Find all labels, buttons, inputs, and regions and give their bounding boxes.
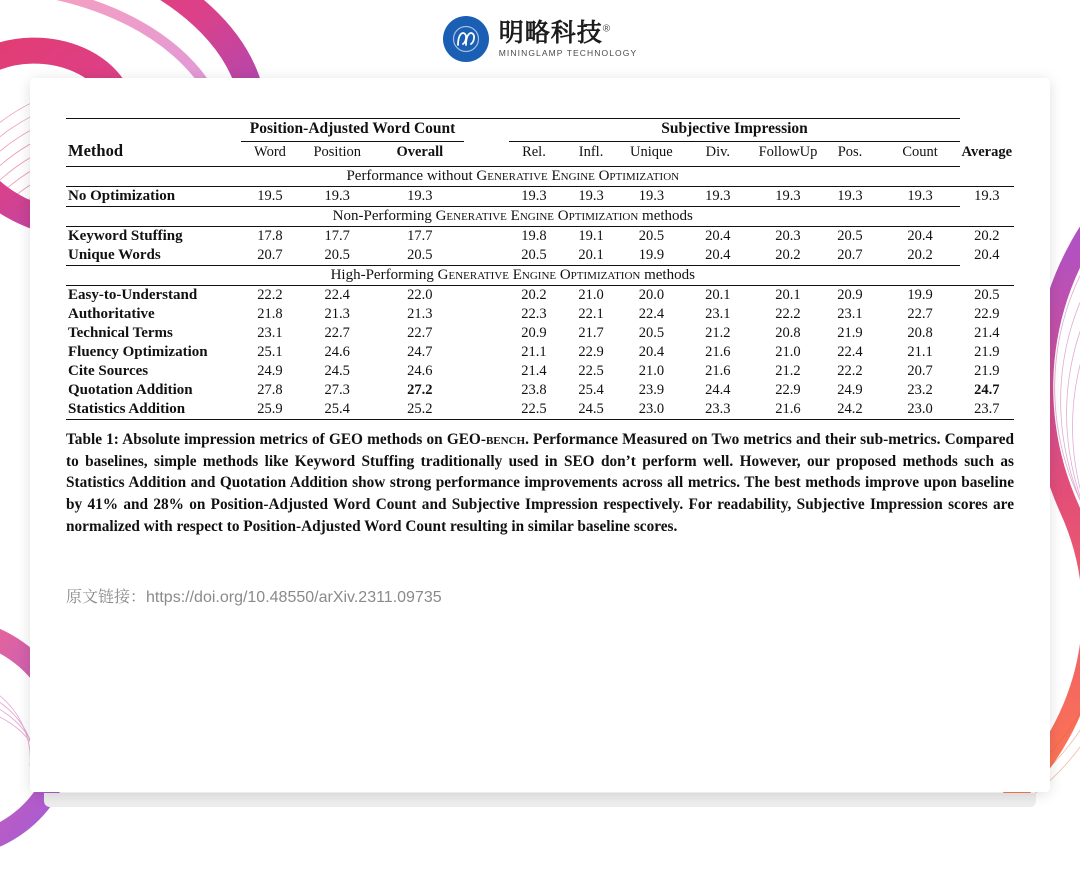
cell-value: 20.9 — [819, 286, 880, 306]
cell-value: 23.7 — [974, 401, 1000, 417]
header-logo-bar — [0, 0, 1080, 78]
cell-value: 27.2 — [407, 382, 433, 398]
cell-value: 19.9 — [638, 247, 665, 263]
brand-name-en: MININGLAMP TECHNOLOGY — [498, 48, 638, 59]
cell-value: 27.3 — [324, 382, 350, 398]
cell-value: 21.4 — [521, 363, 547, 379]
group-header-subjective: Subjective Impression — [509, 119, 959, 142]
cell-value: 20.3 — [757, 227, 820, 247]
cell-value: 20.5 — [960, 286, 1014, 306]
cell-value: 21.0 — [558, 286, 623, 306]
row-method-label: Unique Words — [68, 247, 161, 263]
cell-value: 20.4 — [705, 247, 731, 263]
cell-value: 23.1 — [837, 306, 863, 322]
cell-value: 25.1 — [257, 344, 283, 360]
table-row — [66, 362, 1014, 381]
cell-value: 22.2 — [837, 363, 863, 379]
cell-value: 19.3 — [757, 187, 820, 207]
cell-value: 21.9 — [837, 325, 863, 341]
column-header-average: Average — [961, 144, 1012, 160]
section-title-2 — [66, 207, 960, 227]
cell-value: 24.6 — [324, 344, 350, 360]
cell-value: 20.2 — [960, 227, 1014, 247]
cell-value: 20.2 — [509, 286, 558, 306]
cell-value: 19.3 — [375, 187, 464, 207]
cell-value: 20.7 — [837, 247, 863, 263]
section-header-row — [66, 266, 1014, 286]
caption-part1: Absolute impression metrics of GEO methods on GEO- — [118, 431, 486, 448]
table-row — [66, 286, 1014, 306]
row-method-label: Fluency Optimization — [68, 344, 208, 360]
column-header-infl: Infl. — [578, 144, 604, 160]
cell-value: 23.1 — [705, 306, 731, 322]
section-title-3 — [66, 266, 960, 286]
brand-name-cn — [499, 20, 638, 48]
cell-value: 25.9 — [257, 401, 283, 417]
cell-value: 22.0 — [375, 286, 464, 306]
cell-value: 21.3 — [407, 306, 433, 322]
cell-value: 23.2 — [907, 382, 933, 398]
row-method-label: Keyword Stuffing — [66, 227, 241, 247]
table-top-rule — [66, 119, 1014, 142]
cell-value: 22.5 — [521, 401, 547, 417]
cell-value: 20.9 — [521, 325, 547, 341]
section-title-1-sc: Generative Engine Optimization — [476, 168, 680, 184]
section-header-row — [66, 207, 1014, 227]
cell-value: 19.3 — [624, 187, 679, 207]
column-header-unique: Unique — [630, 144, 673, 160]
section-title-2-sc: Generative Engine Optimization — [435, 208, 639, 224]
table-row — [66, 400, 1014, 420]
table-caption — [66, 429, 1014, 538]
cell-value: 21.8 — [257, 306, 283, 322]
cell-value: 25.2 — [407, 401, 433, 417]
cell-value: 21.4 — [974, 325, 1000, 341]
cell-value: 17.7 — [299, 227, 376, 247]
source-line — [66, 584, 1014, 607]
cell-value: 19.1 — [558, 227, 623, 247]
cell-value: 21.6 — [705, 344, 731, 360]
cell-value: 24.9 — [257, 363, 283, 379]
cell-value: 22.3 — [521, 306, 547, 322]
cell-value: 21.0 — [775, 344, 801, 360]
cell-value: 20.4 — [638, 344, 665, 360]
table-row — [66, 381, 1014, 400]
cell-value: 20.5 — [819, 227, 880, 247]
cell-value: 20.1 — [578, 247, 604, 263]
cell-value: 21.2 — [705, 325, 731, 341]
cell-value: 24.2 — [837, 401, 863, 417]
cell-value: 17.7 — [375, 227, 464, 247]
cell-value: 21.1 — [521, 344, 547, 360]
cell-value: 22.9 — [578, 344, 604, 360]
cell-value: 20.4 — [881, 227, 960, 247]
cell-value: 20.4 — [974, 247, 1000, 264]
caption-part2: . Performance Measured on Two metrics and their sub-metrics. Compared to baselines, simple methods like Keyword Stuffing traditionally used in SEO don’t perform well. However, our proposed methods such as Statistics Addition and Quotation Addition show strong performance improvements across all metrics. The best methods improve upon baseline by 41% and 28% on Position-Adjusted Word Count and Subjective Impression respectively. For readability, Subjective Impression scores are normalized with respect to Position-Adjusted Word Count resulting in similar baseline scores. — [66, 431, 1015, 535]
cell-value: 22.2 — [775, 306, 801, 322]
cell-value: 20.8 — [775, 325, 801, 341]
column-header-overall: Overall — [396, 144, 444, 160]
cell-value: 20.5 — [638, 325, 665, 341]
cell-value: 21.1 — [907, 344, 933, 360]
cell-value: 20.5 — [624, 227, 679, 247]
cell-value: 20.2 — [907, 247, 933, 263]
cell-value: 21.0 — [638, 363, 665, 379]
row-method-label: Cite Sources — [68, 363, 149, 379]
cell-value: 20.1 — [757, 286, 820, 306]
cell-value: 20.5 — [521, 247, 547, 263]
cell-value: 24.9 — [837, 382, 863, 398]
cell-value: 19.8 — [509, 227, 558, 247]
cell-value: 19.3 — [819, 187, 880, 207]
column-header-rel: Rel. — [522, 144, 546, 160]
section-title-3-tail: methods — [640, 267, 695, 283]
column-header-method: Method — [66, 119, 241, 167]
cell-value: 22.7 — [324, 325, 350, 341]
cell-value: 22.5 — [578, 363, 604, 379]
cell-value: 20.7 — [907, 363, 933, 379]
cell-value: 22.4 — [638, 306, 665, 322]
cell-value: 19.3 — [509, 187, 558, 207]
source-url-link[interactable]: https://doi.org/10.48550/arXiv.2311.09735 — [146, 588, 442, 606]
cell-value: 20.0 — [624, 286, 679, 306]
cell-value: 22.2 — [241, 286, 299, 306]
logo-icon — [443, 16, 489, 62]
cell-value: 20.1 — [679, 286, 756, 306]
cell-value: 19.3 — [960, 187, 1014, 207]
cell-value: 22.9 — [974, 306, 1000, 322]
brand-text — [499, 20, 638, 59]
cell-value: 24.5 — [578, 401, 604, 417]
cell-value: 24.7 — [407, 344, 433, 360]
cell-value: 20.5 — [407, 247, 433, 263]
cell-value: 22.7 — [407, 325, 433, 341]
column-header-div: Div. — [705, 144, 731, 160]
section-title-3-sc: Generative Engine Optimization — [437, 267, 641, 283]
cell-value: 17.8 — [241, 227, 299, 247]
cell-value: 27.8 — [257, 382, 283, 398]
cell-value: 21.9 — [974, 344, 1000, 360]
column-header-position: Position — [313, 144, 361, 160]
caption-smallcaps: bench — [485, 431, 526, 448]
cell-value: 24.4 — [705, 382, 731, 398]
cell-value: 19.3 — [679, 187, 756, 207]
cell-value: 24.5 — [324, 363, 350, 379]
row-method-label: No Optimization — [66, 187, 241, 207]
table-row — [66, 305, 1014, 324]
cell-value: 20.5 — [324, 247, 350, 263]
cell-value: 23.1 — [257, 325, 283, 341]
cell-value: 24.6 — [407, 363, 433, 379]
column-header-followup: FollowUp — [758, 144, 818, 160]
cell-value: 19.3 — [299, 187, 376, 207]
cell-value: 25.4 — [324, 401, 350, 417]
brand-logo — [443, 16, 638, 62]
cell-value: 22.4 — [837, 344, 863, 360]
cell-value: 19.3 — [881, 187, 960, 207]
cell-value: 21.6 — [775, 401, 801, 417]
section-title-3-plain: High-Performing — [330, 267, 438, 283]
table-row — [66, 324, 1014, 343]
document-card — [30, 78, 1050, 792]
row-method-label: Quotation Addition — [68, 382, 193, 398]
section-title-2-tail: methods — [638, 208, 693, 224]
card-shadow-strip — [44, 793, 1036, 807]
cell-value: 21.2 — [775, 363, 801, 379]
cell-value: 21.9 — [974, 363, 1000, 379]
table-row — [66, 227, 1014, 247]
registered-mark: ® — [602, 23, 612, 35]
column-header-word: Word — [254, 144, 286, 160]
cell-value: 21.7 — [578, 325, 604, 341]
cell-value: 19.5 — [241, 187, 299, 207]
cell-value: 20.4 — [679, 227, 756, 247]
row-method-label: Authoritative — [68, 306, 155, 322]
cell-value: 19.9 — [881, 286, 960, 306]
section-title-2-plain: Non-Performing — [332, 208, 436, 224]
group-header-word-count: Position-Adjusted Word Count — [241, 119, 464, 142]
cell-value: 24.7 — [974, 382, 1000, 398]
cell-value: 21.6 — [705, 363, 731, 379]
table-row — [66, 187, 1014, 207]
section-title-1 — [66, 167, 960, 187]
row-method-label: Technical Terms — [68, 325, 173, 341]
column-header-count: Count — [902, 144, 938, 160]
cell-value: 22.4 — [299, 286, 376, 306]
row-method-label: Easy-to-Understand — [66, 286, 241, 306]
cell-value: 23.9 — [638, 382, 665, 398]
table-row — [66, 343, 1014, 362]
brand-name-cn-text: 明略科技 — [498, 18, 603, 47]
table-bottom-rule — [66, 420, 1014, 421]
cell-value: 20.2 — [775, 247, 801, 263]
column-header-pos: Pos. — [837, 144, 863, 160]
cell-value: 22.9 — [775, 382, 801, 398]
results-table — [66, 118, 1014, 420]
section-header-row — [66, 167, 1014, 187]
cell-value: 20.8 — [907, 325, 933, 341]
table-row — [66, 246, 1014, 266]
row-method-label: Statistics Addition — [68, 401, 186, 417]
cell-value: 23.0 — [638, 401, 665, 417]
cell-value: 19.3 — [558, 187, 623, 207]
cell-value: 25.4 — [578, 382, 604, 398]
cell-value: 21.3 — [324, 306, 350, 322]
cell-value: 20.7 — [257, 247, 283, 263]
cell-value: 22.1 — [578, 306, 604, 322]
cell-value: 22.7 — [907, 306, 933, 322]
cell-value: 23.8 — [521, 382, 547, 398]
cell-value: 23.0 — [907, 401, 933, 417]
section-title-1-plain: Performance without — [346, 168, 477, 184]
source-label: 原文链接： — [66, 588, 147, 606]
caption-label: Table 1: — [66, 431, 119, 448]
cell-value: 23.3 — [705, 401, 731, 417]
